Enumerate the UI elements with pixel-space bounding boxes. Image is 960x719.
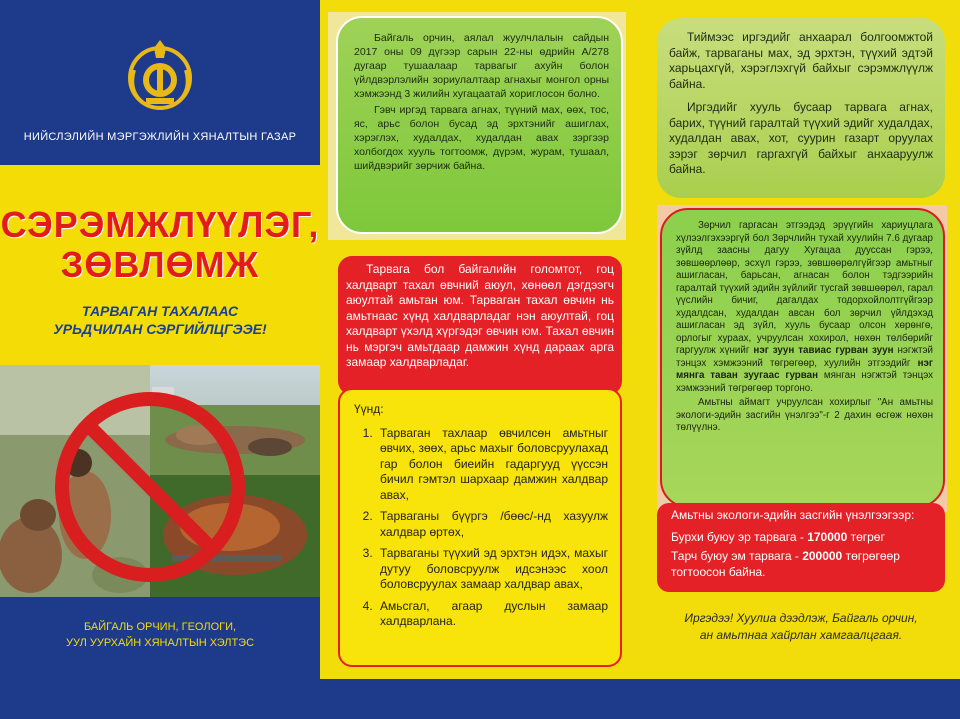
advice-paragraph-2: Иргэдийг хууль бусаар тарвага агнах, барих, түүний гаралтай түүхий эдийг худалдах, худалдан авах, хот, суурин газарт оруулах зэрэг зөрчил гаргахгүй байхыг анхааруулж байна. bbox=[669, 100, 933, 176]
agency-emblem-icon bbox=[124, 40, 196, 112]
slogan-line-1: ТАРВАГАН ТАХАЛААС bbox=[81, 303, 239, 319]
brochure-title bbox=[0, 205, 320, 285]
department-line-2: УУЛ УУРХАЙН ХЯНАЛТЫН ХЭЛТЭС bbox=[65, 637, 255, 649]
warning-text: Тарвага бол байгалийн голомтот, гоц халдварт тахал өвчний аюул, хөнөөл дэгдээгч аюултай амьтан юм. Тарваган тахал өвчин нь амьтнаас хүнд халдварладаг нэн аюултай, гоц халдварт үхэлд хүргэдэг өвчин юм. Тахал өвчин нь мэргэч амьтдаар дамжин хүнд дараах арга замаар халдварладаг. bbox=[346, 262, 614, 369]
list-item: 4. Амьсгал, агаар дуслын замаар халдварлана. bbox=[376, 599, 608, 630]
intro-paragraph-1: Байгаль орчин, аялал жуулчлалын сайдын 2017 оны 09 дүгээр сарын 22-ны өдрийн А/278 дугаар тушаалаар тарвагыг ахуйн болон үйлдвэрлэлийн зориулалтаар агнахыг монгол орны хэмжээнд 3 жилийн хугацаатай хориглосон болно. bbox=[354, 32, 609, 100]
valuation-male-unit: төгрөг bbox=[847, 530, 885, 544]
law-paragraph-1 bbox=[676, 220, 933, 395]
valuation-male-amount: 170000 bbox=[807, 530, 848, 544]
valuation-box bbox=[657, 503, 945, 592]
law-text-b: нэгжтэй тэнцэх хэмжээний төгрөгөөр, хуулийн этгээдийг bbox=[676, 345, 933, 369]
valuation-male bbox=[671, 529, 931, 545]
ways-title: Үүнд: bbox=[354, 402, 384, 416]
list-item: 2. Тарваганы бүүргэ /бөөс/-нд хазуулж халдвар өртөх, bbox=[376, 509, 608, 540]
slogan-line-2: УРЬДЧИЛАН СЭРГИЙЛЦГЭЭЕ! bbox=[53, 321, 267, 337]
valuation-female-label: Тарч буюу эм тарвага - bbox=[671, 549, 803, 563]
closing-line-1: Иргэдээ! Хуулиа дээдлэж, Байгаль орчин, bbox=[684, 611, 918, 625]
bottom-bar bbox=[0, 679, 960, 719]
advice-box bbox=[657, 18, 945, 198]
agency-name: НИЙСЛЭЛИЙН МЭРГЭЖЛИЙН ХЯНАЛТЫН ГАЗАР bbox=[23, 131, 297, 143]
title-line-1: СЭРЭМЖЛҮҮЛЭГ, bbox=[0, 204, 320, 245]
title-line-2: ЗӨВЛӨМЖ bbox=[60, 244, 260, 285]
department-line-1: БАЙГАЛЬ ОРЧИН, ГЕОЛОГИ, bbox=[83, 621, 237, 633]
advice-paragraph-1: Тиймээс иргэдийг анхаарал болгоомжтой байж, тарваганы мах, эд эрхтэн, түүхий эдтэй харьцахгүй, хэрэглэхгүй байхыг сэрэмжлүүлж байна. bbox=[669, 30, 933, 91]
transmission-ways-box bbox=[338, 388, 622, 667]
law-text-c: мянган нэгжтэй тэнцэх хэмжээний төгрөгөөр торгоно. bbox=[676, 370, 933, 394]
law-bold-fine-legal-entity: нэг мянга таван зуугаас гурван bbox=[676, 357, 933, 381]
marmot-photo-collage bbox=[0, 365, 320, 597]
valuation-female-amount: 200000 bbox=[802, 549, 843, 563]
closing-appeal bbox=[657, 610, 945, 644]
law-box bbox=[660, 208, 945, 508]
valuation-title: Амьтны экологи-эдийн засгийн үнэлгээгээр: bbox=[671, 508, 915, 522]
department-name bbox=[0, 619, 320, 651]
closing-line-2: ан амьтнаа хайрлан хамгаалцгаая. bbox=[699, 628, 903, 642]
law-bold-fine-individual: нэг зуун тавиас гурван зуун bbox=[753, 345, 894, 356]
warning-box bbox=[338, 256, 622, 395]
valuation-male-label: Бурхи буюу эр тарвага - bbox=[671, 530, 808, 544]
intro-paragraph-2: Гэвч иргэд тарвага агнах, түүний мах, өөх, тос, яс, арьс болон бусад эд эрхтэнийг ашиглах, хэрэглэх, худалдах, худалдан авах зэргээр холбогдох хууль тогтоомж, дүрэм, журам, тушаал, шийдвэрийг зөрчиж байна. bbox=[354, 104, 609, 172]
intro-box bbox=[336, 16, 623, 234]
law-paragraph-2: Амьтны аймагт учруулсан хохирлыг "Ан амьтны экологи-эдийн засгийн үнэлгээ"-г 2 дахин өсгөж нөхөн төлүүлнэ. bbox=[676, 397, 933, 433]
slogan bbox=[0, 302, 320, 338]
valuation-female-unit: төгрөгөөр тогтоосон байна. bbox=[671, 549, 900, 579]
valuation-female bbox=[671, 548, 931, 580]
list-item: 3. Тарваганы түүхий эд эрхтэн идэх, махыг дутуу боловсруулж идсэнээс хоол боловсруулах замаар халдвар авах, bbox=[376, 546, 608, 593]
law-text-a: Зөрчил гаргасан этгээдэд эрүүгийн хариуцлага хүлээлгэхээргүй бол Зөрчлийн тухай хуулийн 7.6 дугаар зүйлд заасны дагуу Хугацаа дууссан гэрээ, зөвшөөрлөөр, эсхүл гэрээ, зөвшөөрөлгүйгээр амьтныг ашигласан, барьсан, агнасан болон тэдгээрийн гаралтай түүхий эдийн зүйлийг тусгай зөвшөөрөл, гарал үүслийн бичиг, дагалдах тодорхойлолтгүйгээр худалдсан, худалдан авсан бол зөрчил үйлдэхэд ашигласан эд зүйл, хууль бусаар олсон хөрөнгө, орлогыг хураах, учруулсан хохирол, нөхөн төлбөрийг гаргуулж хүнийг bbox=[676, 220, 933, 356]
ways-list bbox=[354, 426, 608, 630]
list-item: 1. Тарваган тахлаар өвчилсөн амьтныг өвчих, зөөх, арьс махыг боловсруулахад гар болон биеийн гадаргууд үүссэн бичил гэмтэл шархаар дамжин халдвар авах, bbox=[376, 426, 608, 504]
